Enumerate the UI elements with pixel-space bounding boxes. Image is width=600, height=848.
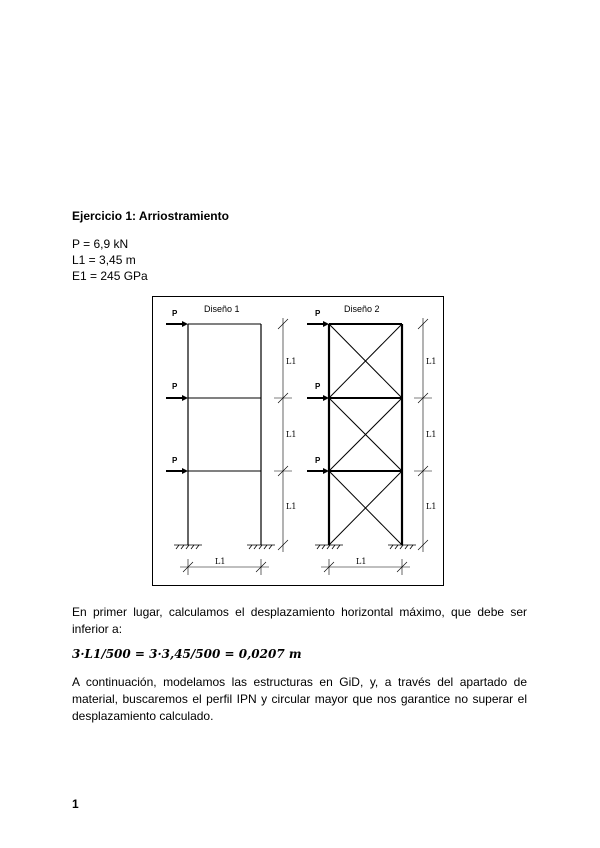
param-load: P = 6,9 kN [72, 237, 129, 251]
load-label: P [315, 382, 321, 391]
dim-label: L1 [215, 557, 226, 566]
parameters-list [72, 236, 148, 284]
paragraph-modeling: A continuación, modelamos las estructuras en GiD, y, a través del apartado de material, buscaremos el perfil IPN y circular mayor que nos garantice no superar el desplazamiento calculado. [72, 675, 527, 723]
paragraph-displacement: En primer lugar, calculamos el desplazamiento horizontal máximo, que debe ser inferior a: [72, 605, 527, 636]
dim-label: L1 [426, 502, 437, 511]
page-number: 1 [72, 797, 79, 811]
dim-label: L1 [426, 430, 437, 439]
dim-label: L1 [426, 357, 437, 366]
design1-title: Diseño 1 [204, 304, 240, 314]
load-label: P [315, 309, 321, 318]
dim-label: L1 [286, 502, 297, 511]
load-label: P [315, 456, 321, 465]
load-label: P [172, 309, 178, 318]
exercise-heading: Ejercicio 1: Arriostramiento [72, 209, 229, 223]
param-length: L1 = 3,45 m [72, 253, 136, 267]
frames-figure [152, 296, 444, 586]
param-modulus: E1 = 245 GPa [72, 269, 148, 283]
displacement-formula: 3·L1/500 = 3·3,45/500 = 0,0207 m [72, 647, 302, 661]
dim-label: L1 [286, 430, 297, 439]
dim-label: L1 [286, 357, 297, 366]
load-label: P [172, 456, 178, 465]
load-label: P [172, 382, 178, 391]
design2-title: Diseño 2 [344, 304, 380, 314]
dim-label: L1 [356, 557, 367, 566]
